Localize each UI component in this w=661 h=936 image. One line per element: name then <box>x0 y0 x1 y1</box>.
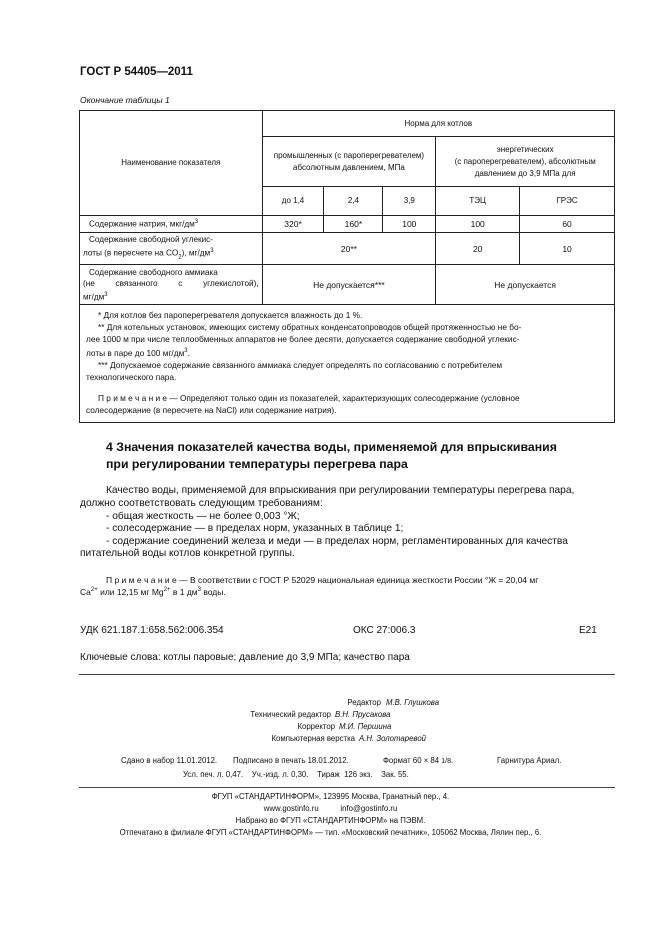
keywords: Ключевые слова: котлы паровые; давление до 3,9 МПа; качество пара <box>80 652 410 663</box>
footnote: технологического пара. <box>86 372 177 383</box>
udk: УДК 621.187.1:658.562:006.354 <box>80 625 224 636</box>
divider <box>79 787 615 788</box>
publisher-line: Отпечатано в филиале ФГУП «СТАНДАРТИНФОРМ» — тип. «Московский печатник», 105062 Москва, Лялин пер., 6. <box>119 828 542 837</box>
format-text: Формат 60 × 84 <box>383 756 440 765</box>
footnote: * Для котлов без пароперегревателя допускается влажность до 1 %. <box>98 310 363 321</box>
imprint-line: Гарнитура Ариал. <box>497 756 562 765</box>
table-notes <box>80 305 615 423</box>
col-indicator-header: Наименование показателя <box>80 111 263 216</box>
energy-header-line: энергетических <box>496 144 554 154</box>
row-label-line: Содержание свободной углекис- <box>89 235 213 244</box>
energy-header-line: (с пароперегревателем), абсолютным <box>454 156 596 166</box>
imprint-label: Технический редактор <box>250 710 331 719</box>
section-remark: $Ca^{2+}$ или 12,15 мг $Mg^{2+}$ в 1 $дм^3$ воды. <box>80 587 226 597</box>
sub-header-gres: ГРЭС <box>520 187 615 216</box>
row-label: Содержание натрия, мкг/$дм^3$ <box>80 216 263 233</box>
cell: Не допускается*** <box>262 265 436 305</box>
industrial-header-line: абсолютным давлением, МПа <box>293 162 405 172</box>
col-industrial-header <box>262 137 436 187</box>
format-fraction: 1/8 <box>441 758 451 765</box>
document-header: ГОСТ Р 54405—2011 <box>80 66 193 78</box>
imprint-name: А.Н. Золотаревой <box>359 734 427 743</box>
footnote: лоты в паре до 100 $мг/дм^3$. <box>86 348 190 359</box>
cell: 100 <box>436 216 520 233</box>
list-item: - общая жесткость — не более 0,003 °Ж; <box>106 511 300 522</box>
row-label-line: лоты (в пересчете на $CO_2$), $мг/дм^3$ <box>83 247 214 260</box>
cell: Не допускается <box>436 265 615 305</box>
remark-text: — Определяют только один из показателей, характеризующих солесодержание (условное <box>167 393 520 404</box>
imprint-name: В.Н. Прусакова <box>335 710 391 719</box>
sub-header-39: 3,9 <box>383 187 436 216</box>
imprint-line: Усл. печ. л. 0,47. Уч.-изд. л. 0,30. Тираж 126 экз. Зак. 55. <box>183 770 409 779</box>
publisher-line: www.gostinfo.ru info@gostinfo.ru <box>263 804 398 813</box>
row-label-line: (не связанного с углекислотой), <box>83 279 259 289</box>
footnote: ** Для котельных установок, имеющих систему обратных конденсатопроводов общей протяженностью не бо- <box>98 322 522 333</box>
cell: 20 <box>436 233 520 265</box>
oks: ОКС 27:006.3 <box>353 625 416 636</box>
industrial-header-line: промышленных (с пароперегревателем) <box>273 150 425 160</box>
sub-header-tec: ТЭЦ <box>436 187 520 216</box>
table-caption: Окончание таблицы 1 <box>80 95 170 105</box>
imprint-line: Сдано в набор 11.01.2012. <box>121 756 218 765</box>
classification-code: Е21 <box>579 625 597 636</box>
cell: 60 <box>520 216 615 233</box>
table-row <box>80 265 615 305</box>
table-row <box>80 233 615 265</box>
sub-header-24: 2,4 <box>324 187 383 216</box>
list-item: - солесодержание — в пределах норм, указанных в таблице 1; <box>106 523 404 534</box>
table-row <box>80 216 615 233</box>
divider <box>79 674 615 675</box>
imprint-label: Редактор <box>347 698 381 707</box>
list-item: - содержание соединений железа и меди — в пределах норм, регламентированных для качества <box>106 536 568 547</box>
cell: 20** <box>262 233 436 265</box>
section-remark <box>106 575 538 585</box>
paragraph: должно соответствовать следующим требованиям: <box>80 498 323 509</box>
col-energy-header <box>436 137 615 187</box>
cell: 320* <box>262 216 324 233</box>
imprint-label: Корректор <box>297 722 335 731</box>
row-label-line: Содержание свободного аммиака <box>89 267 218 277</box>
remark-word: П р и м е ч а н и е <box>106 575 177 585</box>
row-label <box>80 265 263 305</box>
imprint-label: Компьютерная верстка <box>271 734 355 743</box>
section-title: 4 Значения показателей качества воды, применяемой для впрыскивания <box>106 440 557 454</box>
imprint-line: Подписано в печать 18.01.2012. <box>233 756 349 765</box>
imprint-name: М.В. Глушкова <box>386 698 440 707</box>
cell: 160* <box>324 216 383 233</box>
remark-text: — В соответствии с ГОСТ Р 52029 национальная единица жесткости России °Ж = 20,04 мг <box>176 575 539 585</box>
section-title: при регулировании температуры перегрева пара <box>106 457 408 471</box>
cell: 10 <box>520 233 615 265</box>
sub-header-14: до 1,4 <box>262 187 324 216</box>
imprint-line: Формат 60 × 84 1/8. <box>383 756 454 765</box>
publisher-line: ФГУП «СТАНДАРТИНФОРМ», 123995 Москва, Гранатный пер., 4. <box>211 792 450 801</box>
row-label-line: $мг/дм^3$ <box>83 291 108 302</box>
remark-word: П р и м е ч а н и е <box>98 393 168 404</box>
footnote: *** Допускаемое содержание связанного аммиака следует определять по согласованию с потребителем <box>98 360 503 371</box>
footnote: лее 1000 м при числе теплообменных аппаратов не более десяти, допускается содержание свободной углекис- <box>86 334 520 345</box>
cell: 100 <box>383 216 436 233</box>
paragraph: Качество воды, применяемой для впрыскивания при регулировании температуры перегрева пара, <box>106 485 575 496</box>
publisher-line: Набрано во ФГУП «СТАНДАРТИНФОРМ» на ПЭВМ. <box>235 816 426 825</box>
table-remark <box>86 392 608 404</box>
table-remark: солесодержание (в пересчете на NaCl) или содержание натрия). <box>86 405 337 416</box>
list-item: питательной воды котлов конкретной группы. <box>80 548 295 559</box>
row-label <box>80 233 263 265</box>
imprint-name: М.И. Першина <box>339 722 392 731</box>
norms-table <box>79 110 615 423</box>
col-norm-header: Норма для котлов <box>262 111 614 137</box>
energy-header-line: давлением до 3,9 МПа для <box>474 168 576 178</box>
